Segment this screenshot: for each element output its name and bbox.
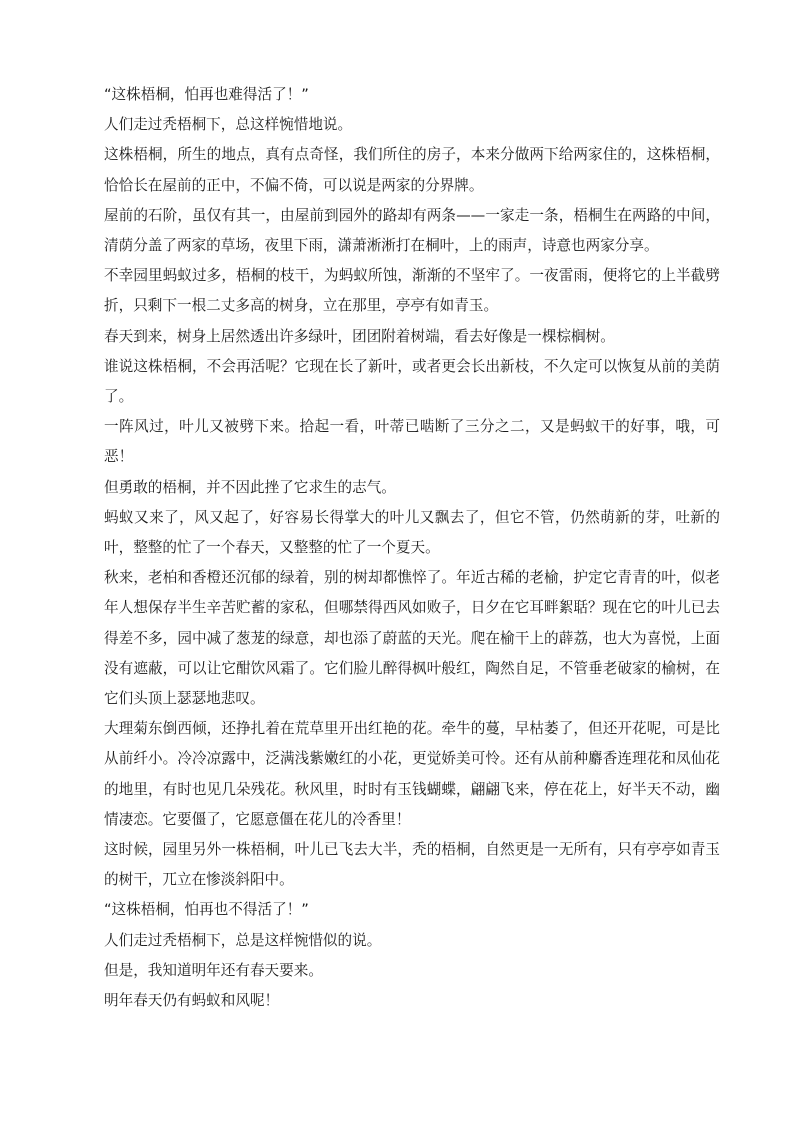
paragraph: 人们走过秃梧桐下，总是这样惋惜似的说。: [104, 931, 382, 949]
paragraph: 蚂蚁又来了，风又起了，好容易长得掌大的叶儿又飘去了，但它不管，仍然萌新的芽，吐新的叶，整整的忙了一个春天，又整整的忙了一个夏天。: [104, 508, 720, 557]
paragraph: 这时候，园里另外一株梧桐，叶儿已飞去大半，秃的梧桐，自然更是一无所有，只有亭亭如青玉的树干，兀立在惨淡斜阳中。: [104, 841, 720, 889]
paragraph: 一阵风过，叶儿又被劈下来。拾起一看，叶蒂已啮断了三分之二，又是蚂蚁干的好事，哦，可恶！: [104, 418, 720, 466]
paragraph: 明年春天仍有蚂蚁和风呢！: [104, 992, 280, 1010]
paragraph: “这株梧桐，怕再也不得活了！”: [104, 901, 309, 919]
paragraph: 大理菊东倒西倾，还挣扎着在荒草里开出红艳的花。牵牛的蔓，早枯萎了，但还开花呢，可是比从前纤小。冷冷凉露中，泛满浅紫嫩红的小花，更觉娇美可怜。还有从前种麝香连理花和凤仙花的地里，有时也见几朵残花。秋风里，时时有玉钱蝴蝶，翩翩飞来，停在花上，好半天不动，幽情凄恋。它要僵了，它愿意僵在花儿的冷香里！: [104, 720, 720, 828]
paragraph: 秋来，老柏和香橙还沉郁的绿着，别的树却都憔悴了。年近古稀的老榆，护定它青青的叶，似老年人想保存半生辛苦贮蓄的家私，但哪禁得西风如败子，日夕在它耳畔絮聒？现在它的叶儿已去得差不多，园中减了葱茏的绿意，却也添了蔚蓝的天光。爬在榆干上的薜荔，也大为喜悦，上面没有遮蔽，可以让它酣饮风霜了。它们脸儿醉得枫叶般红，陶然自足，不管垂老破家的榆树，在它们头顶上瑟瑟地悲叹。: [104, 569, 720, 708]
paragraph: 人们走过秃梧桐下，总这样惋惜地说。: [104, 116, 353, 134]
paragraph: 春天到来，树身上居然透出许多绿叶，团团附着树端，看去好像是一棵棕榈树。: [104, 327, 615, 345]
paragraph: “这株梧桐，怕再也难得活了！”: [104, 86, 309, 103]
essay-body: [104, 80, 720, 1016]
paragraph: 但是，我知道明年还有春天要来。: [104, 961, 323, 979]
paragraph: 屋前的石阶，虽仅有其一，由屋前到园外的路却有两条——一家走一条，梧桐生在两路的中间，清荫分盖了两家的草场，夜里下雨，潇萧淅淅打在桐叶，上的雨声，诗意也两家分享。: [104, 206, 720, 255]
paragraph: 谁说这株梧桐，不会再活呢？它现在长了新叶，或者更会长出新枝，不久定可以恢复从前的美荫了。: [104, 357, 720, 406]
paragraph: 这株梧桐，所生的地点，真有点奇怪，我们所住的房子，本来分做两下给两家住的，这株梧桐，恰恰长在屋前的正中，不偏不倚，可以说是两家的分界牌。: [104, 146, 720, 194]
paragraph: 不幸园里蚂蚁过多，梧桐的枝干，为蚂蚁所蚀，渐渐的不坚牢了。一夜雷雨，便将它的上半截劈折，只剩下一根二丈多高的树身，立在那里，亭亭有如青玉。: [104, 267, 720, 315]
paragraph: 但勇敢的梧桐，并不因此挫了它求生的志气。: [104, 478, 396, 496]
